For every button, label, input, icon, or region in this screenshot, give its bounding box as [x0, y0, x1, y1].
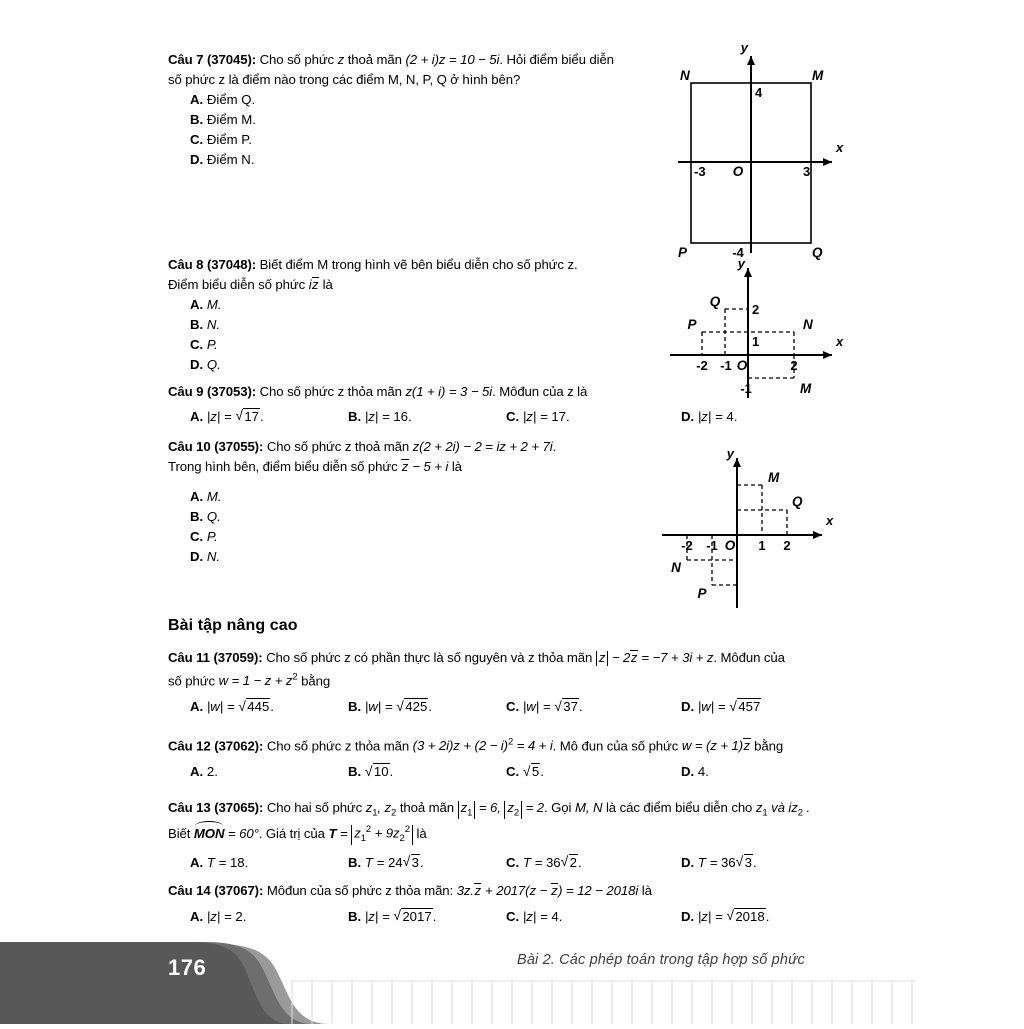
q13-label: Câu 13 (37065):: [168, 800, 264, 815]
q13-option-d-value: 3: [744, 854, 752, 870]
q7-option-c-text: Điểm P.: [206, 132, 253, 147]
q13-option-a[interactable]: [190, 853, 248, 873]
q9-option-a-key: A.: [190, 409, 204, 424]
q10-line-1: [168, 437, 658, 457]
q7-option-a[interactable]: [190, 90, 678, 110]
q12-option-c[interactable]: C. √ 5.: [506, 762, 544, 780]
q9-option-b-tail: .: [408, 409, 412, 424]
q13-option-d-tail: .: [752, 854, 757, 870]
q12-option-d-value: 4: [697, 764, 706, 780]
q13-option-d-coef: 36: [720, 854, 736, 870]
question-q12: [168, 733, 888, 782]
question-q13: [168, 798, 888, 873]
q14-text-1b: là: [641, 883, 652, 898]
page-number: 176: [168, 955, 207, 980]
q14-option-d[interactable]: D. |z| = √ 2018.: [681, 907, 770, 924]
figure-q8-point-P: P: [687, 317, 697, 332]
q10-label: Câu 10 (37055):: [168, 439, 264, 454]
question-q14: [168, 881, 888, 927]
q14-option-d-key: D.: [681, 909, 695, 924]
q7-option-c-key: C.: [190, 132, 204, 147]
q10-formula: z(2 + 2i) − 2 = iz + 2 + 7i: [412, 439, 553, 454]
q7-option-a-key: A.: [190, 92, 204, 107]
q10-text-1b: .: [552, 439, 557, 454]
q11-option-c-tail: .: [578, 699, 583, 715]
section-heading-advanced: Bài tập nâng cao: [168, 617, 298, 634]
q11-option-b-key: B.: [348, 699, 362, 715]
q14-option-b-key: B.: [348, 909, 362, 924]
q12-label: Câu 12 (37062):: [168, 738, 264, 754]
q10-option-d-key: D.: [190, 549, 204, 564]
figure-q10-tick-1: 1: [758, 538, 766, 553]
q13-option-d[interactable]: D. T = 36 √ 3.: [681, 853, 757, 870]
q12-option-d-key: D.: [681, 764, 695, 780]
q14-option-a-key: A.: [190, 909, 204, 924]
q9-option-d[interactable]: [681, 407, 737, 427]
figure-q8-point-M: M: [800, 381, 812, 396]
q14-option-d-tail: .: [765, 909, 770, 924]
q11-option-d-lhs: |w| =: [697, 699, 726, 715]
q10-option-c-key: C.: [190, 529, 204, 544]
figure-q10-y-label: y: [726, 448, 734, 461]
q7-line-2: số phức z là điểm nào trong các điểm M, N, P, Q ở hình bên?: [168, 72, 521, 87]
question-q9: [168, 382, 868, 427]
q10-option-c-text: P.: [206, 529, 218, 544]
q13-option-c-lhs: T =: [522, 854, 543, 870]
q14-option-c-key: C.: [506, 909, 520, 924]
figure-q7: [660, 40, 860, 265]
figure-q7-origin: O: [732, 164, 744, 179]
q13-option-d-lhs: T =: [697, 854, 718, 870]
q11-option-c-key: C.: [506, 699, 520, 715]
figure-q8-point-Q: Q: [709, 294, 721, 309]
q12-option-b-tail: .: [389, 764, 394, 780]
q11-option-c-lhs: |w| =: [522, 699, 551, 715]
q8-label: Câu 8 (37048):: [168, 257, 257, 272]
q11-option-b-tail: .: [428, 699, 432, 715]
q11-line-1: Câu 11 (37059): Cho số phức z có phần thực là số nguyên và z thỏa mãn z − 2z = −7 + 3i + z. Môđun của: [168, 650, 785, 665]
question-q11: [168, 648, 888, 717]
q14-option-c-tail: .: [558, 909, 563, 924]
figure-q10-point-M: M: [768, 470, 780, 485]
figure-q7-tick-neg4: -4: [732, 245, 744, 260]
q13-option-a-key: A.: [190, 854, 204, 870]
q10-option-c[interactable]: [190, 527, 658, 547]
q11-label: Câu 11 (37059):: [168, 650, 263, 665]
question-q7: [168, 50, 678, 170]
q9-text-1a: Cho số phức z thỏa mãn: [259, 384, 402, 399]
page-footer: [0, 930, 1024, 1024]
figure-q10-point-P: P: [697, 586, 707, 601]
q7-option-c[interactable]: [190, 130, 678, 150]
q11-text-2a: số phức: [168, 673, 215, 689]
figure-q8-point-N: N: [803, 317, 813, 332]
figure-q7-tick-4: 4: [755, 85, 763, 100]
q12-option-b[interactable]: B. √ 10.: [348, 762, 394, 780]
figure-q8-tick-neg1y: -1: [740, 381, 752, 396]
q7-option-b[interactable]: [190, 110, 678, 130]
q10-option-d[interactable]: [190, 547, 658, 567]
q13-option-b-value: 3: [411, 854, 419, 870]
q7-label: Câu 7 (37045):: [168, 52, 257, 67]
q7-option-d[interactable]: [190, 150, 678, 170]
figure-q10-tick-2: 2: [783, 538, 791, 553]
q12-option-a-tail: .: [214, 764, 218, 780]
figure-q7-point-N: N: [680, 68, 690, 83]
q7-formula: (2 + i)z = 10 − 5i: [405, 52, 500, 67]
q14-option-c-lhs: |z| =: [522, 909, 548, 924]
q11-option-c-value: 37: [563, 699, 578, 715]
q8-option-c[interactable]: [190, 335, 668, 355]
figure-q10: [652, 448, 857, 613]
figure-q10-point-N: N: [671, 560, 681, 575]
q12-option-d[interactable]: [681, 762, 709, 782]
q12-text-1c: bằng: [754, 738, 784, 754]
q7-var: z: [337, 52, 345, 67]
figure-q7-point-M: M: [812, 68, 824, 83]
q13-option-a-value: 18: [229, 854, 245, 870]
q8-option-a-key: A.: [190, 297, 204, 312]
q14-option-b-value: 2017: [402, 909, 432, 924]
q9-option-c-tail: .: [566, 409, 570, 424]
q9-option-c-value: 17: [551, 409, 567, 424]
figure-q8-tick-neg1: -1: [720, 358, 732, 373]
q11-option-c[interactable]: C. |w| = √ 37.: [506, 697, 583, 715]
q12-option-a-value: 2: [206, 764, 215, 780]
q11-option-a-value: 445: [247, 699, 270, 715]
q9-line-1: [168, 382, 868, 402]
q14-option-a[interactable]: [190, 907, 246, 927]
q14-option-a-value: 2: [235, 909, 243, 924]
q12-option-c-tail: .: [540, 764, 544, 780]
q14-option-b-tail: .: [432, 909, 437, 924]
q11-option-b-lhs: |w| =: [364, 699, 393, 715]
q14-option-c[interactable]: [506, 907, 562, 927]
q7-line-1: [168, 50, 678, 70]
q12-option-c-key: C.: [506, 764, 520, 780]
q10-option-a-key: A.: [190, 489, 204, 504]
figure-q10-svg: [652, 448, 857, 613]
q12-option-b-key: B.: [348, 764, 362, 780]
q12-option-c-value: 5: [531, 764, 540, 780]
q9-option-c-lhs: |z| =: [522, 409, 548, 424]
q13-option-c-key: C.: [506, 854, 520, 870]
q11-line-2: số phức $w = 1 - z + z^2$ bằng: [168, 672, 331, 689]
figure-q10-tick-neg2: -2: [681, 538, 693, 553]
q8-option-b-text: N.: [206, 317, 221, 332]
q9-text-1b: . Môđun của z là: [492, 384, 588, 399]
q9-option-a[interactable]: A. |z| = √ 17.: [190, 407, 264, 424]
q12-option-a[interactable]: [190, 762, 218, 782]
q7-option-a-text: Điểm Q.: [206, 92, 256, 107]
q10-text-2b: là: [451, 459, 462, 474]
q8-option-d[interactable]: [190, 355, 668, 375]
q12-option-a-key: A.: [190, 764, 204, 780]
q9-option-d-lhs: |z| =: [697, 409, 723, 424]
q11-option-a[interactable]: A. |w| = √ 445.: [190, 697, 274, 715]
q14-option-c-value: 4: [551, 909, 559, 924]
q7-text-1b: thoả mãn: [347, 52, 402, 67]
q8-text-2a: Điểm biểu diễn số phức: [168, 277, 306, 292]
q14-line-1: Câu 14 (37067): Môđun của số phức z thỏa mãn: 3z.z + 2017(z − z) = 12 − 2018i là: [168, 883, 652, 898]
q14-option-b-lhs: |z| =: [364, 909, 390, 924]
q13-option-c[interactable]: C. T = 36 √ 2.: [506, 853, 582, 870]
q13-option-b-tail: .: [419, 854, 424, 870]
q12-text-1b: . Mô đun của số phức: [552, 738, 679, 754]
q13-option-b[interactable]: B. T = 24 √ 3.: [348, 853, 424, 870]
q11-option-a-tail: .: [270, 699, 274, 715]
q8-option-a[interactable]: [190, 295, 668, 315]
q13-text-1c: . Gọi: [544, 800, 572, 815]
q12-line-1: Câu 12 (37062): Cho số phức z thỏa mãn $(3 + 2i)z + (2 - i)^2 = 4 + i$. Mô đun của số phức w = (z + 1)z bằng: [168, 737, 784, 754]
figure-q8-x-label: x: [836, 334, 844, 349]
figure-q8-tick-2y: 2: [752, 302, 760, 317]
q9-label: Câu 9 (37053):: [168, 384, 257, 399]
q10-option-b[interactable]: [190, 507, 658, 527]
q11-option-d-key: D.: [681, 699, 695, 715]
q14-text-1a: Môđun của số phức z thỏa mãn:: [266, 883, 454, 898]
q10-line-2: Trong hình bên, điểm biểu diễn số phức z − 5 + i là: [168, 459, 462, 474]
q9-option-a-value: 17: [244, 409, 260, 424]
figure-q8-tick-1y: 1: [752, 334, 760, 349]
q13-option-b-coef: 24: [387, 854, 403, 870]
q11-text-2b: bằng: [301, 673, 331, 689]
figure-q10-tick-neg1: -1: [706, 538, 718, 553]
q13-text-2c: là: [416, 825, 427, 841]
q7-option-d-key: D.: [190, 152, 204, 167]
footer-hatch-lines: [292, 980, 912, 1024]
figure-q7-tick-3: 3: [803, 164, 811, 179]
q8-text-2b: là: [322, 277, 333, 292]
figure-q7-point-Q: Q: [812, 245, 823, 260]
q9-option-b-key: B.: [348, 409, 362, 424]
q10-text-2a: Trong hình bên, điểm biểu diễn số phức: [168, 459, 398, 474]
q13-text-1a: Cho hai số phức: [266, 800, 363, 815]
figure-q7-y-label: y: [740, 40, 748, 55]
q13-option-b-key: B.: [348, 854, 362, 870]
q13-option-d-key: D.: [681, 854, 695, 870]
figure-q7-tick-neg3: -3: [694, 164, 706, 179]
q14-option-d-value: 2018: [735, 909, 765, 924]
q13-option-b-lhs: T =: [364, 854, 385, 870]
q9-option-d-tail: .: [733, 409, 738, 424]
question-q10: [168, 437, 658, 567]
q8-option-c-text: P.: [206, 337, 218, 352]
figure-q7-point-P: P: [678, 245, 688, 260]
q9-option-b[interactable]: [348, 407, 412, 427]
q7-option-b-key: B.: [190, 112, 204, 127]
q10-option-b-text: Q.: [206, 509, 221, 524]
q10-option-d-text: N.: [206, 549, 221, 564]
q11-text-1a: Cho số phức z có phần thực là số nguyên và z thỏa mãn: [266, 650, 593, 665]
q11-option-a-key: A.: [190, 699, 204, 715]
q12-option-b-value: 10: [373, 764, 389, 780]
q12-text-1a: Cho số phức z thỏa mãn: [266, 738, 410, 754]
q13-text-1b: thoả mãn: [399, 800, 454, 815]
q14-option-d-lhs: |z| =: [697, 909, 723, 924]
q14-option-a-lhs: |z| =: [206, 909, 232, 924]
q11-option-d-value: 457: [738, 699, 761, 715]
q13-line-1: Câu 13 (37065): Cho hai số phức $z_1$, $z_2$ thoả mãn $z_1 = 6$, $z_2 = 2$. Gọi M, N là các điểm biểu diễn cho $z_1$ và $iz_2$ .: [168, 800, 811, 819]
footer-title: Bài 2. Các phép toán trong tập hợp số phức: [517, 952, 805, 968]
q14-option-b[interactable]: B. |z| = √ 2017.: [348, 907, 437, 924]
q13-option-a-lhs: T =: [206, 854, 227, 870]
q11-text-1b: . Môđun của: [713, 650, 785, 665]
q9-option-d-key: D.: [681, 409, 695, 424]
footer-graphic: [0, 930, 1024, 1024]
q8-option-b-key: B.: [190, 317, 204, 332]
q10-option-a-text: M.: [206, 489, 222, 504]
q10-text-1a: Cho số phức z thoả mãn: [266, 439, 410, 454]
q8-text-1: Biết điểm M trong hình vẽ bên biểu diễn cho số phức z.: [259, 257, 578, 272]
q12-option-d-tail: .: [705, 764, 709, 780]
figure-q8-tick-neg2: -2: [696, 358, 708, 373]
q11-option-b[interactable]: B. |w| = √ 425.: [348, 697, 432, 715]
q8-option-a-text: M.: [206, 297, 222, 312]
q10-option-a[interactable]: [190, 487, 658, 507]
q7-text-1c: . Hỏi điểm biểu diễn: [499, 52, 614, 67]
q9-option-c-key: C.: [506, 409, 520, 424]
q13-text-2b: . Giá trị của: [258, 825, 325, 841]
q9-formula: z(1 + i) = 3 − 5i: [405, 384, 493, 399]
q14-option-a-tail: .: [242, 909, 247, 924]
q9-option-b-value: 16: [393, 409, 409, 424]
q13-option-c-value: 2: [569, 854, 577, 870]
q7-option-b-text: Điểm M.: [206, 112, 256, 127]
q8-option-c-key: C.: [190, 337, 204, 352]
figure-q10-x-label: x: [826, 513, 834, 528]
q9-option-b-lhs: |z| =: [364, 409, 390, 424]
q7-option-d-text: Điểm N.: [206, 152, 255, 167]
q11-option-b-value: 425: [405, 699, 428, 715]
q8-option-d-text: Q.: [206, 357, 221, 372]
figure-q7-x-label: x: [836, 140, 844, 155]
q9-option-a-tail: .: [260, 409, 264, 424]
q13-text-1d: là các điểm biểu diễn cho: [605, 800, 753, 815]
q9-option-d-value: 4: [726, 409, 734, 424]
q9-option-a-lhs: |z| =: [206, 409, 232, 424]
q13-text-2a: Biết: [168, 825, 191, 841]
figure-q8-y-label: y: [737, 258, 745, 271]
q13-points: M, N: [574, 800, 603, 815]
q10-option-b-key: B.: [190, 509, 204, 524]
q11-option-d[interactable]: D. |w| = √ 457: [681, 697, 761, 715]
q8-line-1: [168, 255, 668, 275]
q8-option-b[interactable]: [190, 315, 668, 335]
q13-line-2: Biết MON = 60°. Giá trị của $T = z_1^2 + 9z_2^2$ là: [168, 824, 427, 845]
q13-option-c-coef: 36: [545, 854, 561, 870]
q7-text-1a: Cho số phức: [259, 52, 335, 67]
figure-q7-svg: [660, 40, 860, 265]
question-q8: [168, 255, 668, 375]
q13-option-a-tail: .: [244, 854, 249, 870]
q13-option-c-tail: .: [577, 854, 582, 870]
figure-q10-origin: O: [724, 538, 736, 553]
figure-q10-point-Q: Q: [792, 494, 803, 509]
q14-label: Câu 14 (37067):: [168, 883, 264, 898]
q9-option-c[interactable]: [506, 407, 570, 427]
q8-option-d-key: D.: [190, 357, 204, 372]
q8-line-2: Điểm biểu diễn số phức iz là: [168, 277, 333, 292]
q11-option-a-lhs: |w| =: [206, 699, 235, 715]
figure-q8-origin: O: [736, 358, 748, 373]
figure-q8-tick-2x: 2: [790, 358, 798, 373]
